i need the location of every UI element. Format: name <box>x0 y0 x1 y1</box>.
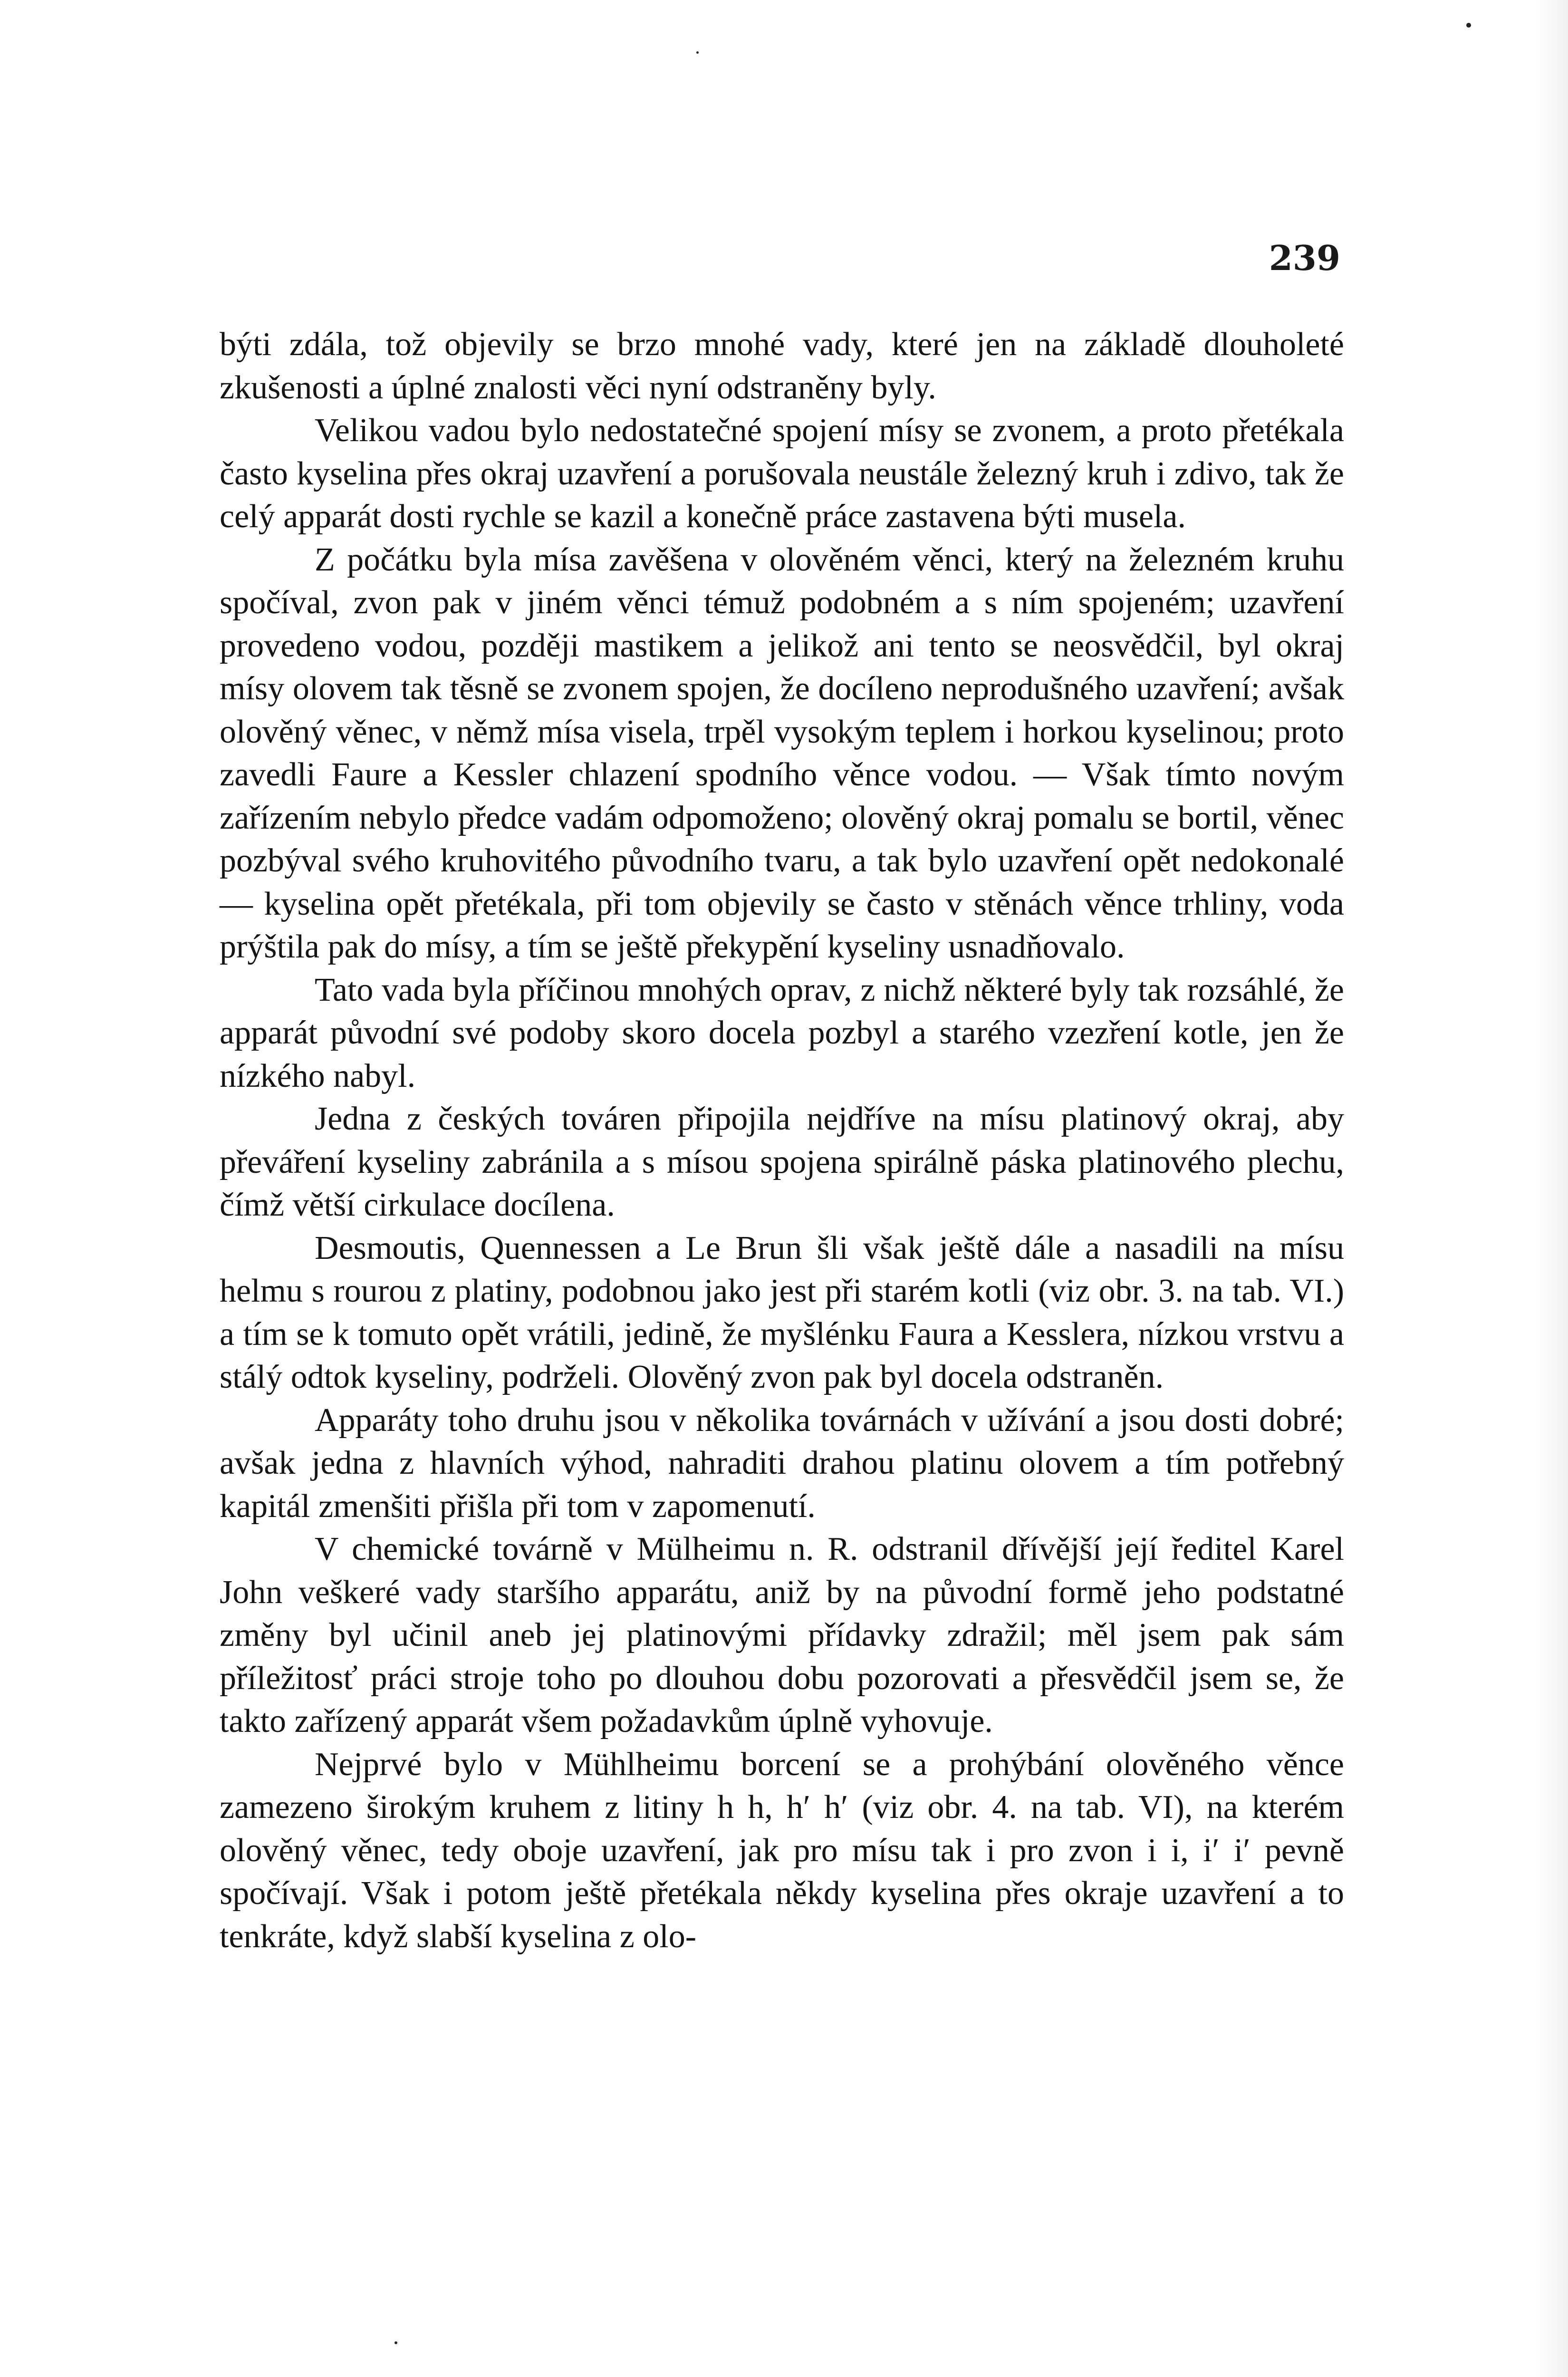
paragraph-6: Desmoutis, Quennessen a Le Brun šli však ještě dále a nasadili na mísu helmu s rourou z platiny, podobnou jako jest při starém kotli (viz obr. 3. na tab. VI.) a tím se k tomuto opět vrátili, jedině, že myšlénku Faura a Kesslera, nízkou vrstvu a stálý odtok kyseliny, podrželi. Olověný zvon pak byl docela odstraněn. <box>220 1229 1344 1395</box>
scan-speck <box>1466 23 1471 28</box>
body-text <box>220 323 1344 1958</box>
scan-speck <box>394 2341 397 2344</box>
paragraph-9: Nejprvé bylo v Mühlheimu borcení se a prohýbání olověného věnce zamezeno širokým kruhem z litiny h h, h′ h′ (viz obr. 4. na tab. VI), na kterém olověný věnec, tedy oboje uzavření, jak pro mísu tak i pro zvon i i, i′ i′ pevně spočívají. Však i potom ještě přetékala někdy kyselina přes okraje uzavření a to tenkráte, když slabší kyselina z olo- <box>220 1746 1344 1955</box>
paragraph-5: Jedna z českých továren připojila nejdříve na mísu platinový okraj, aby převáření kyseliny zabránila a s mísou spojena spirálně páska platinového plechu, čímž větší cirkulace docílena. <box>220 1101 1344 1223</box>
paragraph-4: Tato vada byla příčinou mnohých oprav, z nichž některé byly tak rozsáhlé, že apparát původní své podoby skoro docela pozbyl a starého vzezření kotle, jen že nízkého nabyl. <box>220 971 1344 1094</box>
paragraph-2: Velikou vadou bylo nedostatečné spojení mísy se zvonem, a proto přetékala často kyselina přes okraj uzavření a porušovala neustále železný kruh i zdivo, tak že celý apparát dosti rychle se kazil a konečně práce zastavena býti musela. <box>220 412 1344 535</box>
paragraph-7: Apparáty toho druhu jsou v několika továrnách v užívání a jsou dosti dobré; avšak jedna z hlavních výhod, nahraditi drahou platinu olovem a tím potřebný kapitál zmenšiti přišla při tom v zapomenutí. <box>220 1401 1344 1525</box>
paragraph-3: Z počátku byla mísa zavěšena v olověném věnci, který na železném kruhu spočíval, zvon pak v jiném věnci témuž podobném a s ním spojeném; uzavření provedeno vodou, později mastikem a jelikož ani tento se neosvědčil, byl okraj mísy olovem tak těsně se zvonem spojen, že docíleno neprodušného uzavření; avšak olověný věnec, v němž mísa visela, trpěl vysokým teplem i horkou kyselinou; proto zavedli Faure a Kessler chlazení spodního věnce vodou. — Však tímto novým zařízením nebylo předce vadám odpomoženo; olověný okraj pomalu se bortil, věnec pozbýval svého kruhovitého původního tvaru, a tak bylo uzavření opět nedokonalé — kyselina opět přetékala, při tom objevily se často v stěnách věnce trhliny, voda prýštila pak do mísy, a tím se ještě překypění kyseliny usnadňovalo. <box>220 541 1344 965</box>
paragraph-8: V chemické továrně v Mülheimu n. R. odstranil dřívější její ředitel Karel John veškeré vady staršího apparátu, aniž by na původní formě jeho podstatné změny byl učinil aneb jej platinovými přídavky zdražil; měl jsem pak sám příležitosť práci stroje toho po dlouhou dobu pozorovati a přesvědčil jsem se, že takto zařízený apparát všem požadavkům úplně vyhovuje. <box>220 1531 1344 1739</box>
page-number: 239 <box>1269 238 1340 278</box>
scan-speck <box>696 51 699 54</box>
page-edge-shadow <box>1535 0 1568 2377</box>
paragraph-1: býti zdála, tož objevily se brzo mnohé vady, které jen na základě dlouholeté zkušenosti a úplné znalosti věci nyní odstraněny byly. <box>220 326 1344 406</box>
